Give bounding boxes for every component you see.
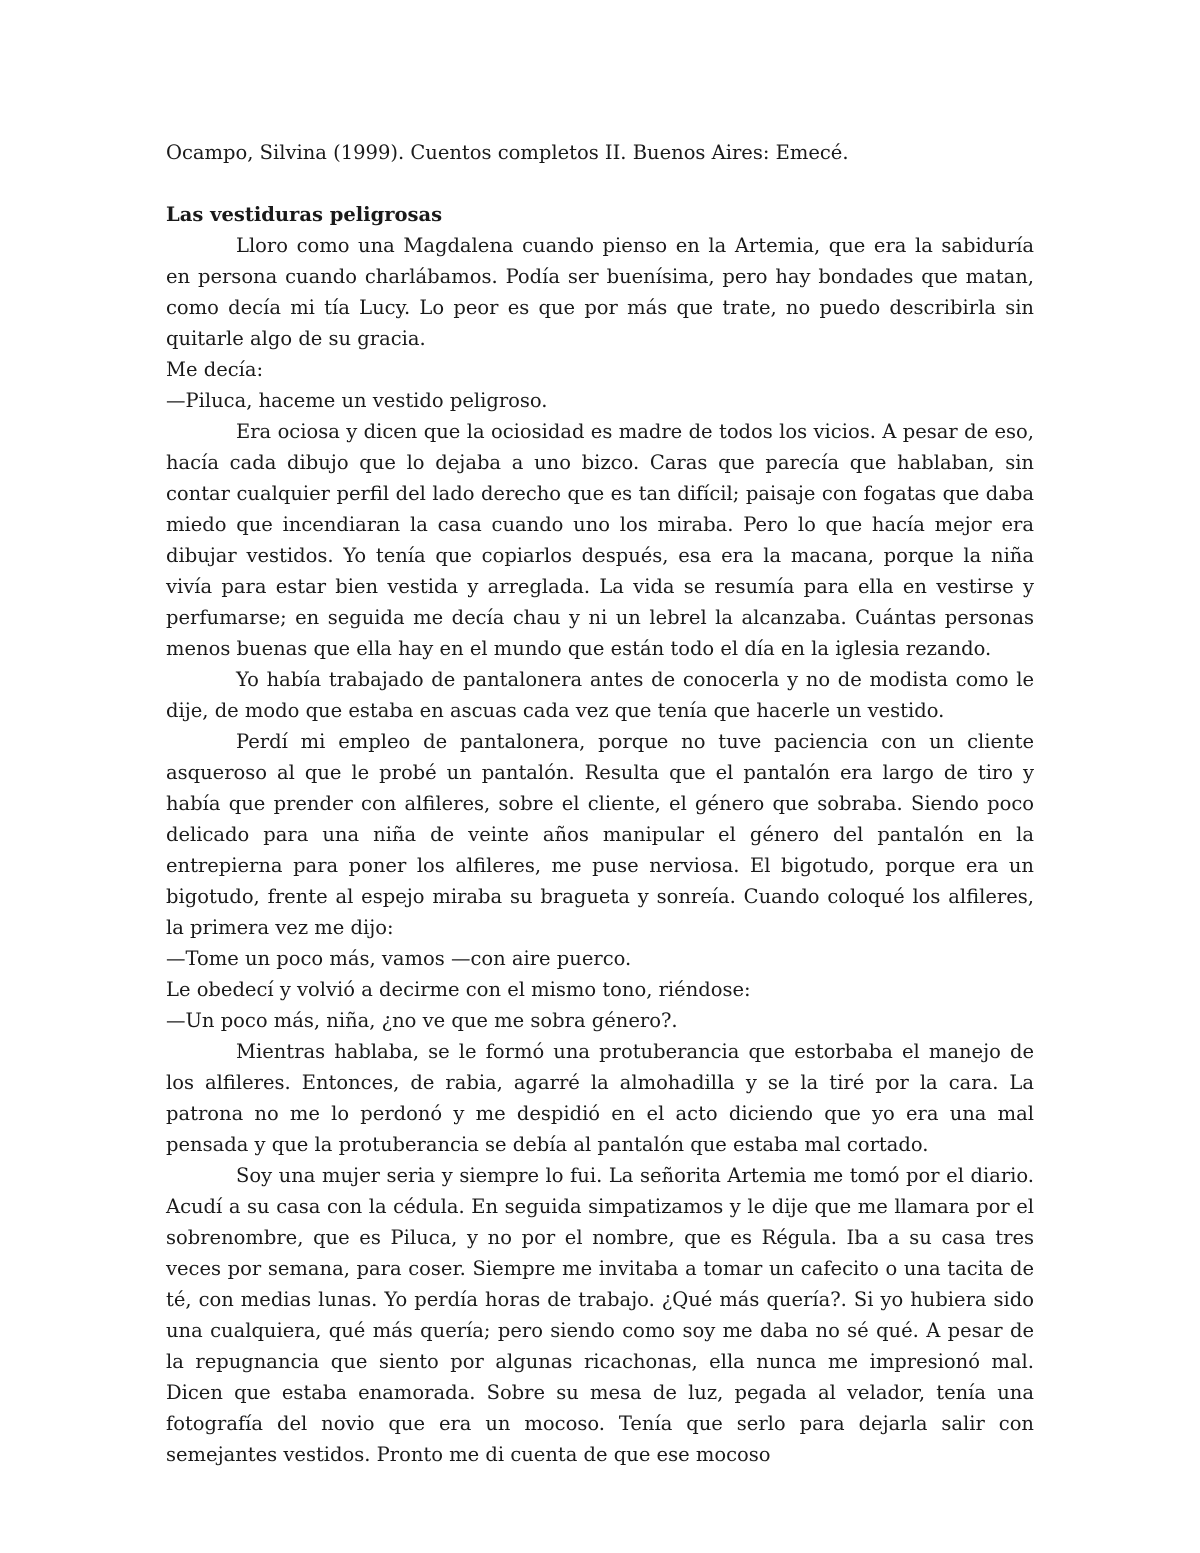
citation: Ocampo, Silvina (1999). Cuentos completos II. Buenos Aires: Emecé. bbox=[166, 141, 849, 164]
story-body bbox=[166, 230, 1034, 1470]
story-title: Las vestiduras peligrosas bbox=[166, 203, 443, 226]
paragraph: Era ociosa y dicen que la ociosidad es madre de todos los vicios. A pesar de eso, hacía cada dibujo que lo dejaba a uno bizco. Caras que parecía que hablaban, sin contar cualquier perfil del lado derecho que es tan difícil; paisaje con fogatas que daba miedo que incendiaran la casa cuando uno los miraba. Pero lo que hacía mejor era dibujar vestidos. Yo tenía que copiarlos después, esa era la macana, porque la niña vivía para estar bien vestida y arreglada. La vida se resumía para ella en vestirse y perfumarse; en seguida me decía chau y ni un lebrel la alcanzaba. Cuántas personas menos buenas que ella hay en el mundo que están todo el día en la iglesia rezando. bbox=[166, 420, 1034, 660]
paragraph: Le obedecí y volvió a decirme con el mismo tono, riéndose: bbox=[166, 978, 751, 1001]
paragraph: —Tome un poco más, vamos —con aire puerco. bbox=[166, 947, 632, 970]
document-page bbox=[166, 137, 1034, 1470]
paragraph: Me decía: bbox=[166, 358, 264, 381]
paragraph: Lloro como una Magdalena cuando pienso en la Artemia, que era la sabiduría en persona cuando charlábamos. Podía ser buenísima, pero hay bondades que matan, como decía mi tía Lucy. Lo peor es que por más que trate, no puedo describirla sin quitarle algo de su gracia. bbox=[166, 234, 1034, 350]
paragraph: —Un poco más, niña, ¿no ve que me sobra género?. bbox=[166, 1009, 678, 1032]
paragraph: Yo había trabajado de pantalonera antes de conocerla y no de modista como le dije, de modo que estaba en ascuas cada vez que tenía que hacerle un vestido. bbox=[166, 668, 1034, 722]
paragraph: —Piluca, haceme un vestido peligroso. bbox=[166, 389, 548, 412]
paragraph: Soy una mujer seria y siempre lo fui. La señorita Artemia me tomó por el diario. Acudí a su casa con la cédula. En seguida simpatizamos y le dije que me llamara por el sobrenombre, que es Piluca, y no por el nombre, que es Régula. Iba a su casa tres veces por semana, para coser. Siempre me invitaba a tomar un cafecito o una tacita de té, con medias lunas. Yo perdía horas de trabajo. ¿Qué más quería?. Si yo hubiera sido una cualquiera, qué más quería; pero siendo como soy me daba no sé qué. A pesar de la repugnancia que siento por algunas ricachonas, ella nunca me impresionó mal. Dicen que estaba enamorada. Sobre su mesa de luz, pegada al velador, tenía una fotografía del novio que era un mocoso. Tenía que serlo para dejarla salir con semejantes vestidos. Pronto me di cuenta de que ese mocoso bbox=[166, 1164, 1034, 1466]
paragraph: Mientras hablaba, se le formó una protuberancia que estorbaba el manejo de los alfileres. Entonces, de rabia, agarré la almohadilla y se la tiré por la cara. La patrona no me lo perdonó y me despidió en el acto diciendo que yo era una mal pensada y que la protuberancia se debía al pantalón que estaba mal cortado. bbox=[166, 1040, 1034, 1156]
paragraph: Perdí mi empleo de pantalonera, porque no tuve paciencia con un cliente asqueroso al que le probé un pantalón. Resulta que el pantalón era largo de tiro y había que prender con alfileres, sobre el cliente, el género que sobraba. Siendo poco delicado para una niña de veinte años manipular el género del pantalón en la entrepierna para poner los alfileres, me puse nerviosa. El bigotudo, porque era un bigotudo, frente al espejo miraba su bragueta y sonreía. Cuando coloqué los alfileres, la primera vez me dijo: bbox=[166, 730, 1034, 939]
